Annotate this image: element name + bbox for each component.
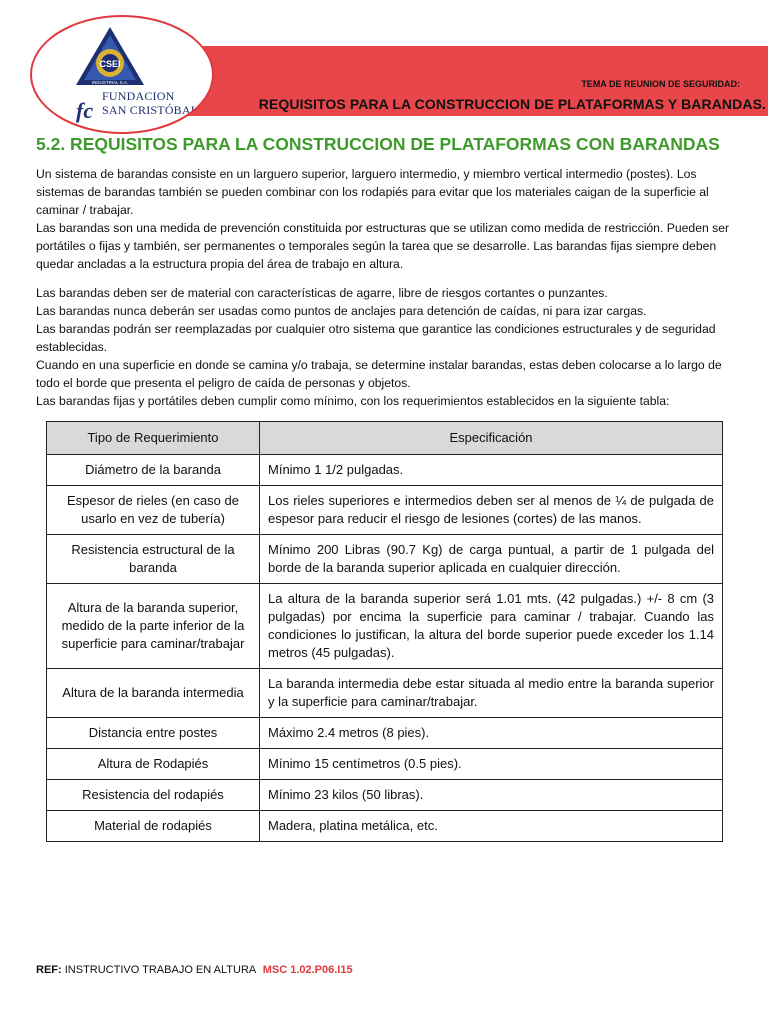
foundation-name-line1: FUNDACION	[102, 89, 175, 103]
section-title: 5.2. REQUISITOS PARA LA CONSTRUCCION DE PLATAFORMAS CON BARANDAS	[36, 134, 720, 154]
logo-text: CSEI	[99, 59, 121, 69]
logo-area	[30, 15, 214, 134]
paragraph: Las barandas fijas y portátiles deben cumplir como mínimo, con los requerimientos establecidos en la siguiente tabla:	[36, 394, 670, 409]
requirement-spec: Madera, platina metálica, etc.	[260, 811, 723, 842]
requirement-spec: Mínimo 1 1/2 pulgadas.	[260, 455, 723, 486]
requirement-type: Altura de Rodapiés	[47, 749, 260, 780]
table-row	[47, 780, 723, 811]
ref-code: MSC 1.02.P06.I15	[262, 964, 353, 976]
table-header-cell: Especificación	[260, 422, 723, 455]
requirement-type: Material de rodapiés	[47, 811, 260, 842]
table-row	[47, 669, 723, 718]
requirement-spec: Máximo 2.4 metros (8 pies).	[260, 718, 723, 749]
paragraph: Las barandas nunca deberán ser usadas como puntos de anclajes para detención de caídas, ni para izar cargas.	[36, 303, 647, 318]
requirement-spec: La altura de la baranda superior será 1.01 mts. (42 pulgadas.) +/- 8 cm (3 pulgadas) por encima la superficie para caminar / trabajar. Cuando las condiciones lo justifican, la altura del borde superior puede exceder los 1.14 metros (45 pulgadas).	[260, 584, 723, 669]
paragraph: Las barandas deben ser de material con características de agarre, libre de riesgos cortantes o punzantes.	[36, 285, 608, 300]
paragraph: Cuando en una superficie en donde se camina y/o trabaja, se determine instalar barandas, estas deben colocarse a lo largo de todo el borde que presenta el peligro de caída de personas y objetos.	[36, 357, 722, 391]
requirement-type: Altura de la baranda superior, medido de la parte inferior de la superficie para caminar/trabajar	[47, 584, 260, 669]
table-row	[47, 749, 723, 780]
table-row	[47, 718, 723, 749]
body-text	[36, 165, 736, 410]
table-row	[47, 811, 723, 842]
company-logo-icon	[74, 25, 146, 89]
foundation-mark-icon: fc	[76, 98, 94, 123]
meeting-topic-label: TEMA DE REUNION DE SEGURIDAD:	[581, 79, 740, 89]
paragraph: Un sistema de barandas consiste en un larguero superior, larguero intermedio, y miembro vertical intermedio (postes). Los sistemas de barandas también se pueden combinar con los rodapiés para evitar que los materiales caigan de la superficie al caminar / trabajar.	[36, 167, 709, 218]
ref-text: INSTRUCTIVO TRABAJO EN ALTURA	[64, 964, 256, 976]
requirement-type: Espesor de rieles (en caso de usarlo en vez de tubería)	[47, 486, 260, 535]
requirement-type: Diámetro de la baranda	[47, 455, 260, 486]
footer-reference	[36, 964, 353, 976]
requirements-table	[46, 421, 723, 842]
ref-label: REF:	[36, 964, 62, 976]
requirement-spec: La baranda intermedia debe estar situada al medio entre la baranda superior y la superficie para caminar/trabajar.	[260, 669, 723, 718]
logo-subtext: INDUSTRIAL S.A.	[91, 80, 129, 85]
table-row	[47, 455, 723, 486]
paragraph: Las barandas podrán ser reemplazadas por cualquier otro sistema que garantice las condiciones estructurales y de seguridad establecidas.	[36, 321, 716, 354]
meeting-topic-title: REQUISITOS PARA LA CONSTRUCCION DE PLATAFORMAS Y BARANDAS.	[258, 96, 766, 112]
table-row	[47, 535, 723, 584]
table-header-row	[47, 422, 723, 455]
requirement-type: Resistencia estructural de la baranda	[47, 535, 260, 584]
requirement-type: Distancia entre postes	[47, 718, 260, 749]
foundation-name-line2: SAN CRISTÓBAL	[102, 103, 199, 117]
requirement-spec: Mínimo 15 centímetros (0.5 pies).	[260, 749, 723, 780]
requirement-type: Resistencia del rodapiés	[47, 780, 260, 811]
requirement-spec: Mínimo 200 Libras (90.7 Kg) de carga puntual, a partir de 1 pulgada del borde de la baranda superior aplicada en cualquier dirección.	[260, 535, 723, 584]
table-row	[47, 584, 723, 669]
requirement-spec: Los rieles superiores e intermedios deben ser al menos de ¼ de pulgada de espesor para reducir el riesgo de lesiones (cortes) de las manos.	[260, 486, 723, 535]
table-row	[47, 486, 723, 535]
paragraph: Las barandas son una medida de prevención constituida por estructuras que se utilizan como medida de restricción. Pueden ser portátiles o fijas y también, ser permanentes o temporales según la tarea que se desarrolle. Las barandas fijas siempre deben quedar ancladas a la estructura propia del área de trabajo en altura.	[36, 221, 730, 272]
table-header-cell: Tipo de Requerimiento	[47, 422, 260, 455]
requirement-spec: Mínimo 23 kilos (50 libras).	[260, 780, 723, 811]
requirement-type: Altura de la baranda intermedia	[47, 669, 260, 718]
